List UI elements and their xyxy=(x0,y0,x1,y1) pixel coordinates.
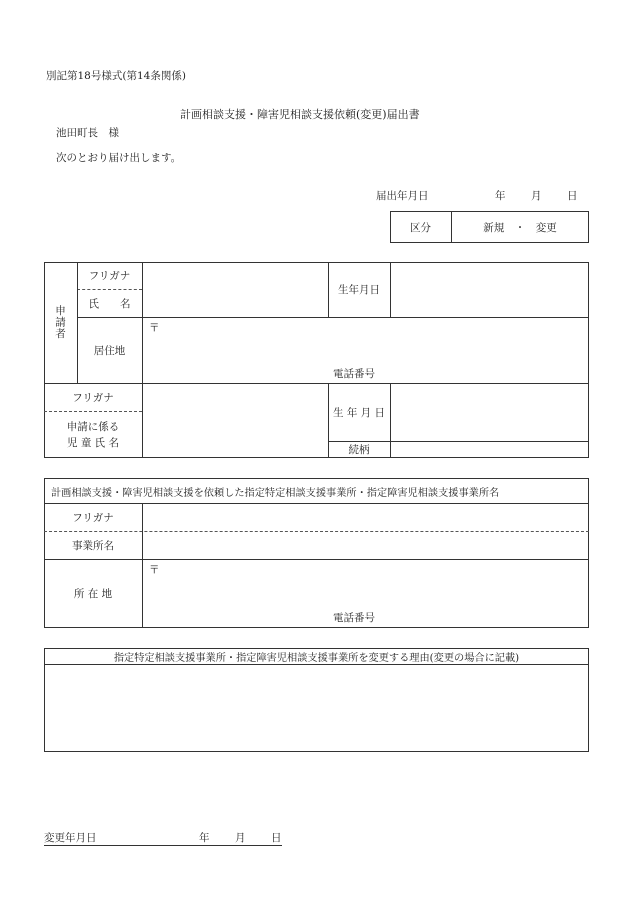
applicant-birthdate-input[interactable] xyxy=(391,263,588,316)
applicant-phone-label: 電話番号 xyxy=(333,368,375,380)
applicant-birthdate-label: 生年月日 xyxy=(338,284,380,296)
applicant-name-input[interactable] xyxy=(143,290,327,316)
applicant-address-label: 居住地 xyxy=(93,344,126,357)
reason-header: 指定特定相談支援事業所・指定障害児相談支援事業所を変更する理由(変更の場合に記載) xyxy=(113,652,520,664)
change-month-label: 月 xyxy=(235,832,246,844)
category-options[interactable]: 新規 ・ 変更 xyxy=(483,221,557,234)
office-address-label: 所 在 地 xyxy=(73,588,113,600)
submission-date-label: 届出年月日 xyxy=(376,190,429,202)
child-birthdate-input[interactable] xyxy=(391,384,588,440)
applicant-section-label: 申請者 xyxy=(54,305,66,340)
office-phone-label: 電話番号 xyxy=(333,612,375,624)
child-name-input[interactable] xyxy=(143,412,327,457)
office-name-label: 事業所名 xyxy=(72,539,114,552)
change-year-label: 年 xyxy=(199,832,210,844)
applicant-furigana-label: フリガナ xyxy=(88,270,131,282)
child-furigana-label: フリガナ xyxy=(72,391,114,404)
change-day-label: 日 xyxy=(271,832,282,844)
reason-input[interactable] xyxy=(45,665,588,751)
applicant-name-label: 氏 名 xyxy=(88,297,131,310)
child-relationship-input[interactable] xyxy=(391,442,588,457)
office-furigana-input[interactable] xyxy=(143,504,588,530)
applicant-postal-icon: 〒 xyxy=(149,322,160,334)
child-furigana-input[interactable] xyxy=(143,384,327,410)
submission-day-label: 日 xyxy=(567,190,578,202)
child-name-label-line2: 児 童 氏 名 xyxy=(66,436,119,449)
submission-month-label: 月 xyxy=(531,190,542,202)
child-relationship-label: 続柄 xyxy=(348,444,370,456)
office-furigana-label: フリガナ xyxy=(72,511,114,524)
change-date-underline xyxy=(44,845,282,846)
office-postal-icon: 〒 xyxy=(149,564,160,576)
office-name-input[interactable] xyxy=(143,532,588,558)
applicant-furigana-input[interactable] xyxy=(143,263,327,289)
form-number: 別記第18号様式(第14条関係) xyxy=(46,70,186,82)
category-label: 区分 xyxy=(410,221,431,234)
change-date-input[interactable] xyxy=(110,828,196,844)
office-header: 計画相談支援・障害児相談支援を依頼した指定特定相談支援事業所・指定障害児相談支援事業所名 xyxy=(51,488,500,499)
submission-year-label: 年 xyxy=(495,190,506,202)
child-name-label-line1: 申請に係る xyxy=(66,420,120,433)
change-date-label: 変更年月日 xyxy=(44,832,97,844)
addressee: 池田町長 様 xyxy=(56,127,119,139)
child-name-label xyxy=(44,411,142,458)
form-title: 計画相談支援・障害児相談支援依頼(変更)届出書 xyxy=(180,108,420,121)
intro-text: 次のとおり届け出します。 xyxy=(56,152,182,164)
child-birthdate-label: 生 年 月 日 xyxy=(332,406,385,419)
